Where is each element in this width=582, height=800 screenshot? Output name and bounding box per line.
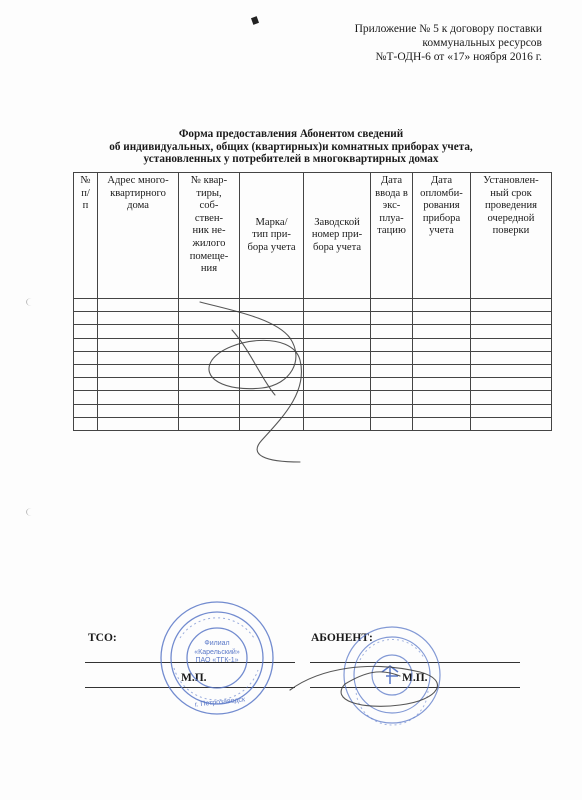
column-header-line: ния: [200, 263, 218, 275]
title-line-2: об индивидуальных, общих (квартирных)и комнатных приборах учета,: [109, 140, 473, 153]
stamp-line-2: «Карельский»: [194, 648, 240, 656]
column-header-line: тип при-: [252, 229, 291, 241]
column-header-line: Дата: [380, 175, 403, 186]
column-header-line: соб-: [199, 200, 219, 212]
stamp-line-1: Филиал: [204, 640, 230, 647]
margin-mark: [26, 298, 37, 306]
column-header-line: жилого: [192, 237, 226, 249]
stamp-left-city: г. Петрозаводск: [194, 696, 246, 709]
column-header-line: ный срок: [490, 187, 532, 199]
column-header-line: плуа-: [379, 212, 404, 224]
column-header-line: п/: [81, 187, 90, 199]
column-header-line: бора учета: [312, 241, 362, 253]
column-header-line: п: [82, 200, 89, 212]
appendix-line-1: Приложение № 5 к договору поставки: [354, 23, 542, 35]
tso-mp-label: М.П.: [181, 672, 207, 684]
column-header-line: тиры,: [196, 187, 222, 199]
column-header-line: прибора: [422, 212, 461, 224]
tso-label: ТСО:: [88, 632, 117, 644]
column-header-line: поверки: [492, 225, 530, 237]
appendix-line-2: коммунальных ресурсов: [422, 37, 542, 49]
column-header-line: ник не-: [192, 225, 226, 237]
appendix-line-3: №Т-ОДН-6 от «17» ноября 2016 г.: [375, 51, 542, 63]
column-header-line: ствен-: [194, 212, 224, 224]
column-header-line: очередной: [487, 212, 535, 224]
abonent-mp-label: М.П.: [402, 672, 428, 684]
title-line-3: установленных у потребителей в многоквартирных домах: [143, 153, 439, 166]
column-header-line: номер при-: [311, 229, 363, 241]
column-header-line: рования: [423, 200, 460, 212]
column-header-line: Дата: [430, 175, 453, 186]
column-header-line: №: [80, 175, 91, 186]
column-header-line: проведения: [484, 200, 538, 212]
column-header-line: Заводской: [314, 216, 360, 228]
column-header-line: экс-: [382, 200, 401, 212]
column-header-line: дома: [127, 200, 149, 212]
column-header-line: опломби-: [420, 187, 463, 199]
column-header-line: Марка/: [255, 216, 288, 228]
column-header-line: № квар-: [190, 175, 228, 186]
column-header-line: Установлен-: [483, 175, 539, 186]
column-header-line: Адрес много-: [107, 175, 169, 186]
column-header-line: квартирного: [110, 187, 166, 199]
column-header-line: учета: [429, 225, 454, 237]
column-header-line: бора учета: [247, 241, 296, 253]
abonent-label: АБОНЕНТ:: [311, 632, 373, 644]
margin-mark: [26, 508, 37, 516]
column-header-line: помеще-: [189, 250, 229, 262]
stamp-line-3: ПАО «ТГК-1»: [195, 657, 239, 664]
title-line-1: Форма предоставления Абонентом сведений: [178, 128, 404, 140]
column-header-line: тацию: [377, 225, 406, 237]
column-header-line: ввода в: [375, 187, 408, 199]
